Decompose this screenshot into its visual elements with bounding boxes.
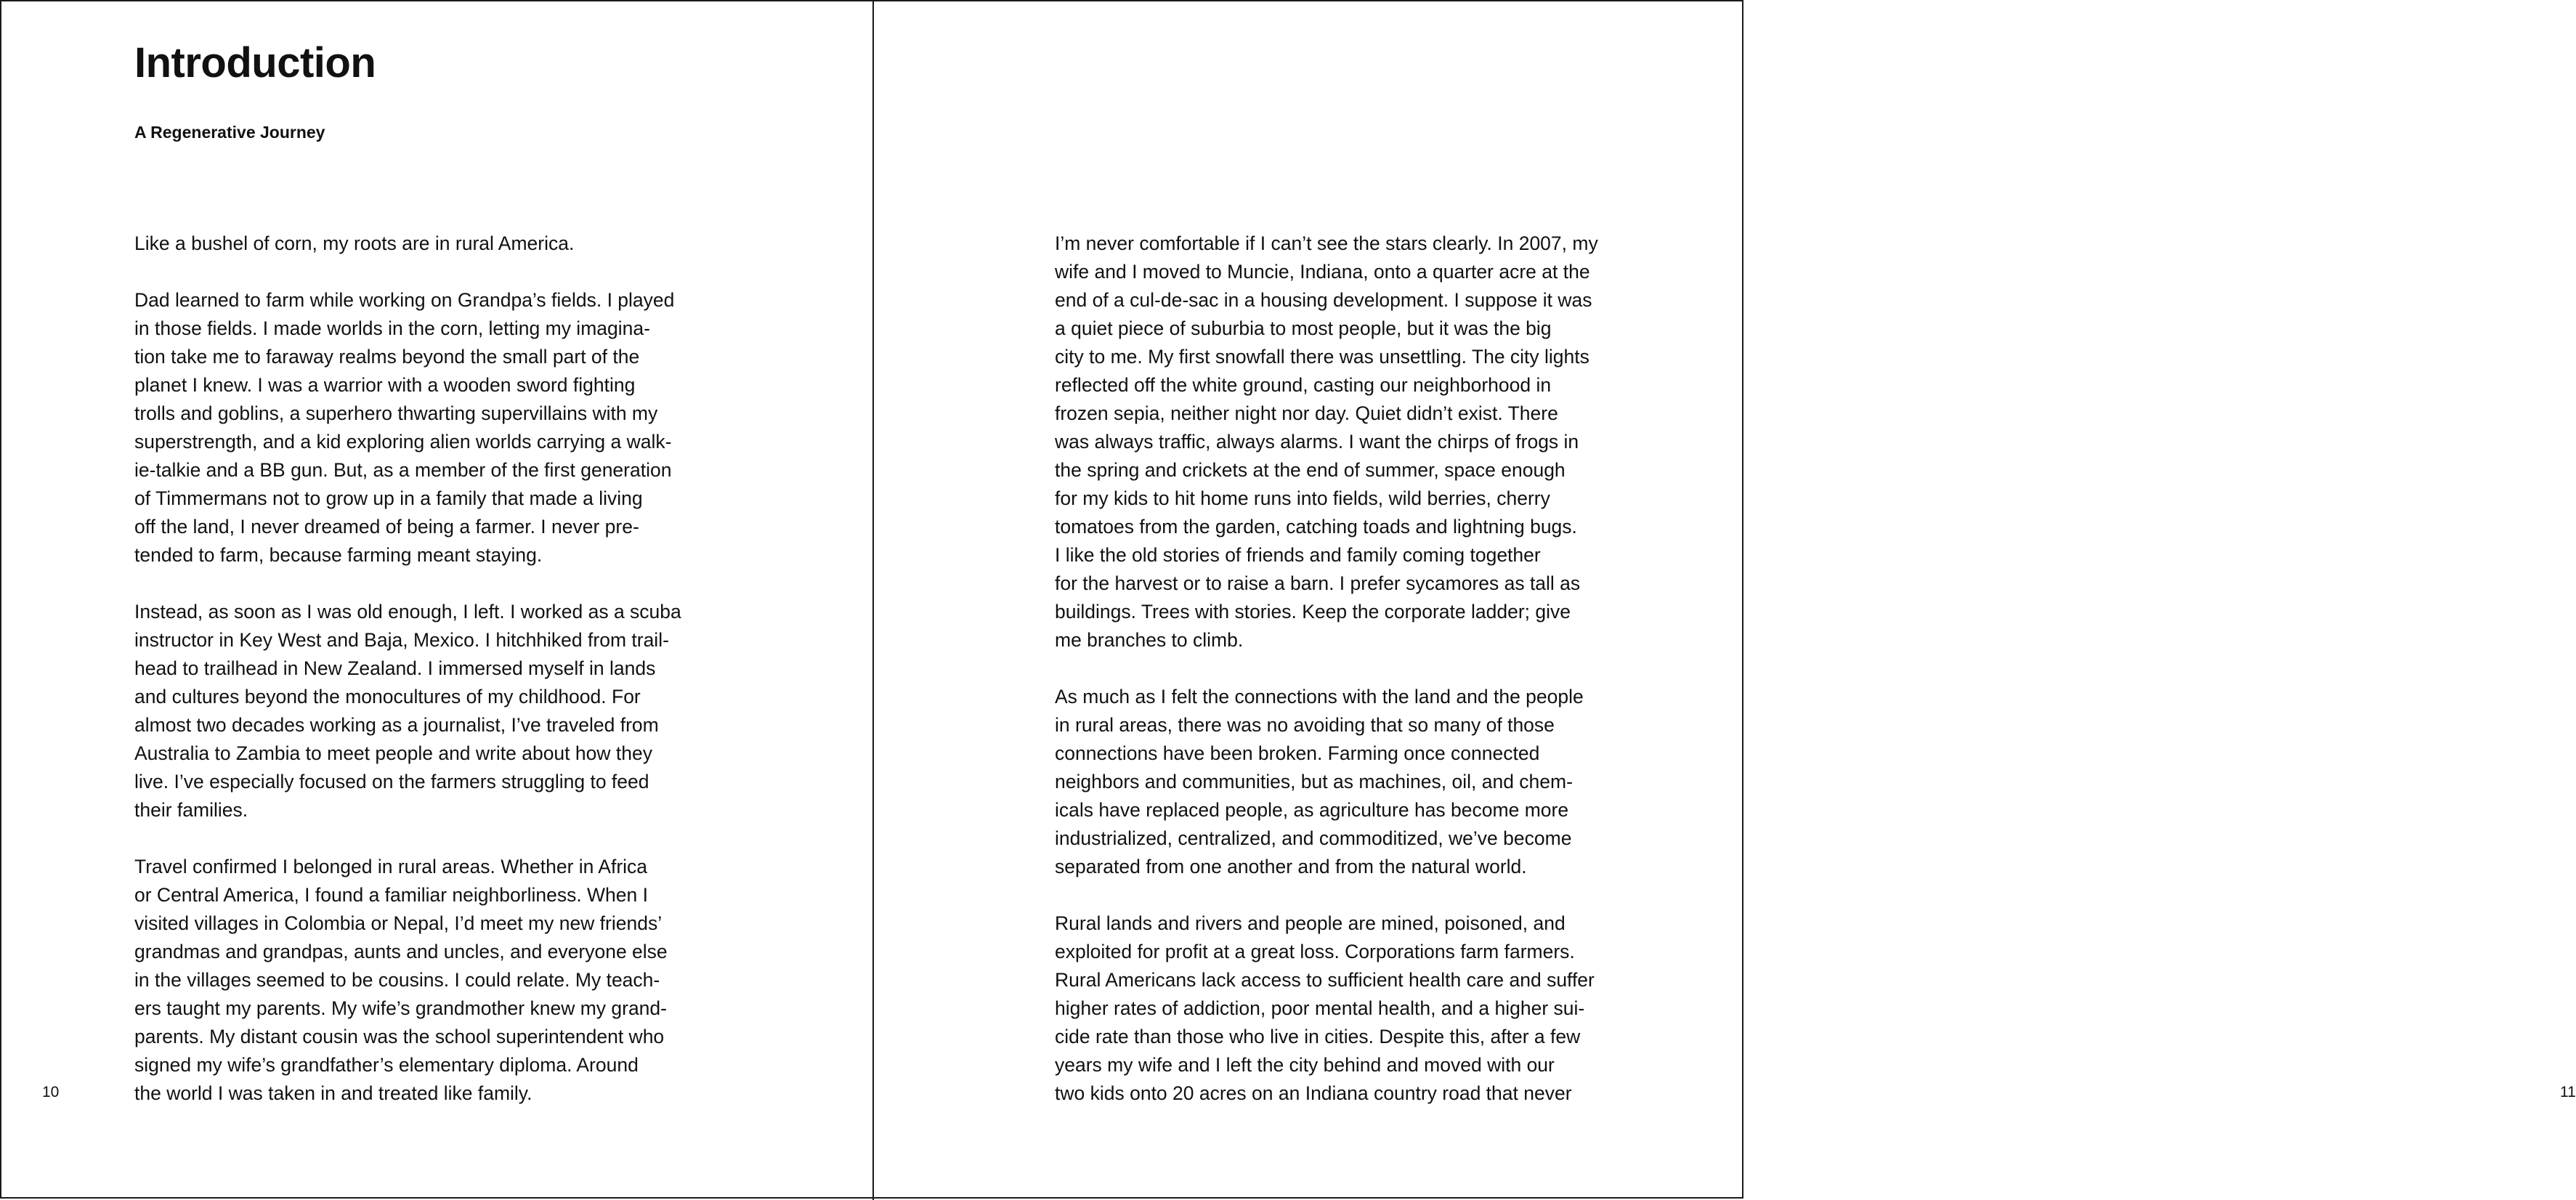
text-line: Instead, as soon as I was old enough, I left. I worked as a scuba xyxy=(134,601,681,623)
paragraph xyxy=(134,853,708,1108)
text-line: two kids onto 20 acres on an Indiana country road that never xyxy=(1055,1082,1572,1104)
page-number-left: 10 xyxy=(42,1084,60,1100)
text-line: separated from one another and from the natural world. xyxy=(1055,856,1527,877)
text-line: Dad learned to farm while working on Grandpa’s fields. I played xyxy=(134,289,675,311)
text-line: buildings. Trees with stories. Keep the corporate ladder; give xyxy=(1055,601,1571,623)
text-line: instructor in Key West and Baja, Mexico. I hitchhiked from trail- xyxy=(134,629,669,651)
text-line: Australia to Zambia to meet people and write about how they xyxy=(134,742,652,764)
paragraph-spacer xyxy=(134,569,708,598)
text-line: head to trailhead in New Zealand. I immersed myself in lands xyxy=(134,657,656,679)
text-line: As much as I felt the connections with the land and the people xyxy=(1055,686,1584,708)
text-line: city to me. My first snowfall there was unsettling. The city lights xyxy=(1055,346,1589,368)
left-body-text xyxy=(134,230,708,1108)
text-line: ie-talkie and a BB gun. But, as a member of the first generation xyxy=(134,459,672,481)
text-line: in those fields. I made worlds in the corn, letting my imagina- xyxy=(134,317,650,339)
paragraph-spacer xyxy=(1055,654,1629,683)
paragraph xyxy=(134,598,708,824)
text-line: parents. My distant cousin was the school superintendent who xyxy=(134,1026,665,1047)
chapter-title: Introduction xyxy=(134,39,376,86)
text-line: a quiet piece of suburbia to most people, but it was the big xyxy=(1055,317,1552,339)
text-line: Travel confirmed I belonged in rural areas. Whether in Africa xyxy=(134,856,648,877)
text-line: for my kids to hit home runs into fields, wild berries, cherry xyxy=(1055,487,1550,509)
text-line: I like the old stories of friends and family coming together xyxy=(1055,544,1541,566)
text-line: ers taught my parents. My wife’s grandmother knew my grand- xyxy=(134,997,667,1019)
text-line: the spring and crickets at the end of summer, space enough xyxy=(1055,459,1566,481)
text-line: planet I knew. I was a warrior with a wooden sword fighting xyxy=(134,374,636,396)
text-line: almost two decades working as a journalist, I’ve traveled from xyxy=(134,714,659,736)
text-line: tomatoes from the garden, catching toads and lightning bugs. xyxy=(1055,516,1577,538)
text-line: trolls and goblins, a superhero thwarting supervillains with my xyxy=(134,402,658,424)
text-line: frozen sepia, neither night nor day. Quiet didn’t exist. There xyxy=(1055,402,1558,424)
paragraph xyxy=(134,230,708,258)
text-line: superstrength, and a kid exploring alien worlds carrying a walk- xyxy=(134,431,672,453)
text-line: higher rates of addiction, poor mental health, and a higher sui- xyxy=(1055,997,1585,1019)
text-line: I’m never comfortable if I can’t see the stars clearly. In 2007, my xyxy=(1055,232,1598,254)
page-number-right: 11 xyxy=(2560,1084,2576,1100)
text-line: Rural lands and rivers and people are mined, poisoned, and xyxy=(1055,912,1566,934)
paragraph xyxy=(1055,683,1629,881)
text-line: off the land, I never dreamed of being a farmer. I never pre- xyxy=(134,516,639,538)
chapter-subtitle: A Regenerative Journey xyxy=(134,123,325,142)
text-line: industrialized, centralized, and commoditized, we’ve become xyxy=(1055,827,1572,849)
right-body-text xyxy=(1055,230,1629,1108)
text-line: me branches to climb. xyxy=(1055,629,1244,651)
paragraph-spacer xyxy=(134,258,708,286)
text-line: Rural Americans lack access to sufficient health care and suffer xyxy=(1055,969,1595,991)
text-line: end of a cul-de-sac in a housing development. I suppose it was xyxy=(1055,289,1592,311)
text-line: exploited for profit at a great loss. Corporations farm farmers. xyxy=(1055,941,1575,962)
left-page xyxy=(1,1,872,1200)
text-line: the world I was taken in and treated like family. xyxy=(134,1082,532,1104)
text-line: and cultures beyond the monocultures of my childhood. For xyxy=(134,686,641,708)
text-line: Like a bushel of corn, my roots are in rural America. xyxy=(134,232,575,254)
text-line: live. I’ve especially focused on the farmers struggling to feed xyxy=(134,771,649,792)
text-line: cide rate than those who live in cities. Despite this, after a few xyxy=(1055,1026,1581,1047)
text-line: icals have replaced people, as agriculture has become more xyxy=(1055,799,1569,821)
text-line: or Central America, I found a familiar neighborliness. When I xyxy=(134,884,648,906)
text-line: of Timmermans not to grow up in a family that made a living xyxy=(134,487,643,509)
text-line: years my wife and I left the city behind and moved with our xyxy=(1055,1054,1555,1076)
text-line: for the harvest or to raise a barn. I prefer sycamores as tall as xyxy=(1055,572,1581,594)
text-line: visited villages in Colombia or Nepal, I’d meet my new friends’ xyxy=(134,912,663,934)
text-line: their families. xyxy=(134,799,248,821)
text-line: in rural areas, there was no avoiding that so many of those xyxy=(1055,714,1555,736)
text-line: wife and I moved to Muncie, Indiana, onto a quarter acre at the xyxy=(1055,261,1590,283)
paragraph-spacer xyxy=(134,824,708,853)
paragraph xyxy=(134,286,708,569)
text-line: signed my wife’s grandfather’s elementary diploma. Around xyxy=(134,1054,639,1076)
text-line: tended to farm, because farming meant staying. xyxy=(134,544,543,566)
text-line: neighbors and communities, but as machines, oil, and chem- xyxy=(1055,771,1573,792)
text-line: tion take me to faraway realms beyond the small part of the xyxy=(134,346,640,368)
text-line: connections have been broken. Farming once connected xyxy=(1055,742,1540,764)
text-line: was always traffic, always alarms. I want the chirps of frogs in xyxy=(1055,431,1579,453)
text-line: grandmas and grandpas, aunts and uncles, and everyone else xyxy=(134,941,668,962)
paragraph xyxy=(1055,230,1629,654)
text-line: in the villages seemed to be cousins. I could relate. My teach- xyxy=(134,969,660,991)
paragraph-spacer xyxy=(1055,881,1629,909)
text-line: reflected off the white ground, casting our neighborhood in xyxy=(1055,374,1552,396)
paragraph xyxy=(1055,909,1629,1108)
right-page xyxy=(874,1,2576,1200)
